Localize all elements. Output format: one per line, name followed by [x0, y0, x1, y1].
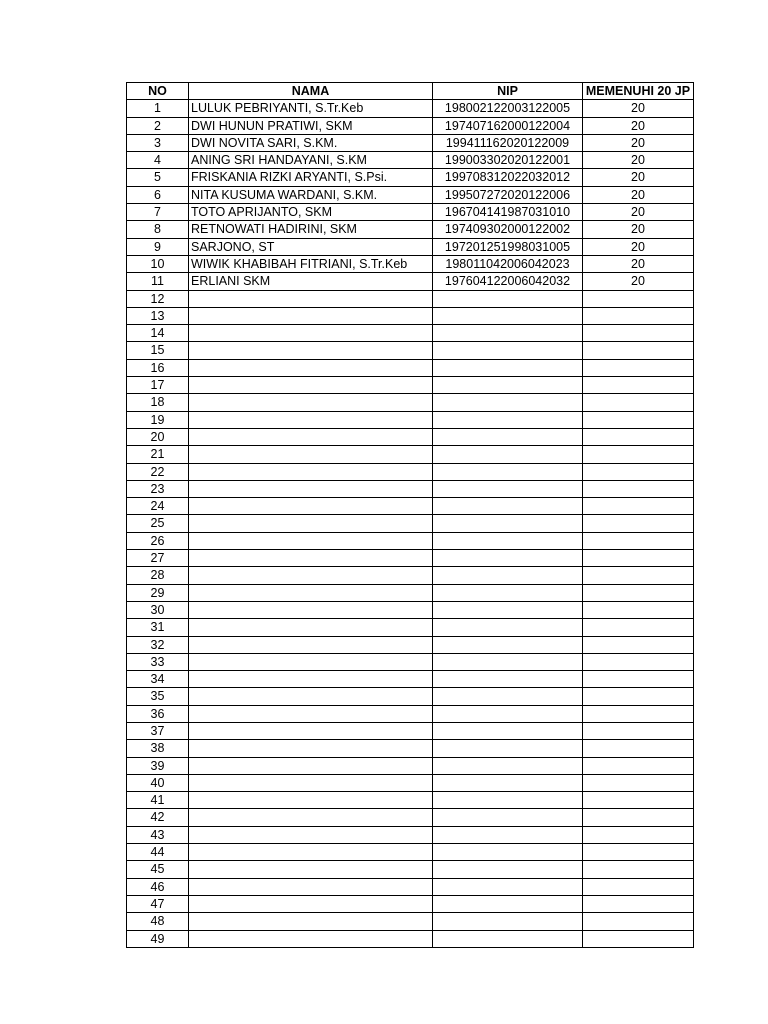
- table-row: [127, 480, 694, 497]
- cell-nip: [433, 290, 583, 307]
- cell-nama: [189, 515, 433, 532]
- cell-nip: [433, 601, 583, 618]
- table-row: [127, 186, 694, 203]
- cell-nip: 197407162000122004: [433, 117, 583, 134]
- cell-no: 43: [127, 826, 189, 843]
- cell-no: 31: [127, 619, 189, 636]
- table-row: [127, 705, 694, 722]
- cell-no: 42: [127, 809, 189, 826]
- cell-nip: [433, 394, 583, 411]
- table-row: [127, 584, 694, 601]
- cell-no: 36: [127, 705, 189, 722]
- cell-no: 20: [127, 428, 189, 445]
- cell-memenuhi-20-jp: [583, 705, 694, 722]
- cell-nama: [189, 653, 433, 670]
- cell-no: 14: [127, 325, 189, 342]
- table-row: [127, 134, 694, 151]
- cell-nip: [433, 792, 583, 809]
- cell-memenuhi-20-jp: 20: [583, 255, 694, 272]
- cell-no: 17: [127, 377, 189, 394]
- cell-nip: [433, 428, 583, 445]
- cell-memenuhi-20-jp: [583, 601, 694, 618]
- cell-memenuhi-20-jp: 20: [583, 169, 694, 186]
- cell-memenuhi-20-jp: [583, 567, 694, 584]
- cell-memenuhi-20-jp: [583, 895, 694, 912]
- cell-nip: [433, 740, 583, 757]
- cell-nama: LULUK PEBRIYANTI, S.Tr.Keb: [189, 100, 433, 117]
- header-memenuhi-20-jp: MEMENUHI 20 JP: [583, 83, 694, 100]
- cell-nama: [189, 913, 433, 930]
- cell-nama: [189, 930, 433, 947]
- cell-nama: [189, 705, 433, 722]
- cell-memenuhi-20-jp: 20: [583, 221, 694, 238]
- cell-memenuhi-20-jp: [583, 653, 694, 670]
- table-row: [127, 411, 694, 428]
- table-row: [127, 601, 694, 618]
- table-row: [127, 342, 694, 359]
- cell-no: 13: [127, 307, 189, 324]
- cell-nama: [189, 463, 433, 480]
- cell-no: 19: [127, 411, 189, 428]
- cell-nama: FRISKANIA RIZKI ARYANTI, S.Psi.: [189, 169, 433, 186]
- cell-nama: [189, 446, 433, 463]
- cell-memenuhi-20-jp: [583, 930, 694, 947]
- cell-nama: [189, 601, 433, 618]
- cell-memenuhi-20-jp: [583, 809, 694, 826]
- cell-nip: 198011042006042023: [433, 255, 583, 272]
- cell-nama: [189, 809, 433, 826]
- cell-nip: [433, 446, 583, 463]
- table-row: [127, 550, 694, 567]
- header-row: [127, 83, 694, 100]
- cell-nip: 199507272020122006: [433, 186, 583, 203]
- cell-nip: 197409302000122002: [433, 221, 583, 238]
- cell-no: 16: [127, 359, 189, 376]
- cell-memenuhi-20-jp: [583, 463, 694, 480]
- cell-nip: [433, 480, 583, 497]
- cell-no: 22: [127, 463, 189, 480]
- cell-memenuhi-20-jp: [583, 359, 694, 376]
- cell-nama: [189, 550, 433, 567]
- cell-nama: [189, 567, 433, 584]
- cell-nama: TOTO APRIJANTO, SKM: [189, 204, 433, 221]
- cell-no: 25: [127, 515, 189, 532]
- table-row: [127, 377, 694, 394]
- cell-nip: [433, 498, 583, 515]
- cell-memenuhi-20-jp: 20: [583, 117, 694, 134]
- cell-memenuhi-20-jp: 20: [583, 186, 694, 203]
- cell-nama: DWI NOVITA SARI, S.KM.: [189, 134, 433, 151]
- table-row: [127, 463, 694, 480]
- cell-nama: [189, 428, 433, 445]
- cell-nama: [189, 671, 433, 688]
- cell-nip: 199411162020122009: [433, 134, 583, 151]
- cell-memenuhi-20-jp: [583, 515, 694, 532]
- cell-memenuhi-20-jp: [583, 342, 694, 359]
- cell-nama: WIWIK KHABIBAH FITRIANI, S.Tr.Keb: [189, 255, 433, 272]
- cell-no: 24: [127, 498, 189, 515]
- table-row: [127, 740, 694, 757]
- cell-nama: [189, 377, 433, 394]
- cell-memenuhi-20-jp: [583, 826, 694, 843]
- cell-nama: ANING SRI HANDAYANI, S.KM: [189, 152, 433, 169]
- cell-memenuhi-20-jp: [583, 861, 694, 878]
- cell-memenuhi-20-jp: [583, 325, 694, 342]
- cell-nama: SARJONO, ST: [189, 238, 433, 255]
- cell-no: 44: [127, 844, 189, 861]
- cell-no: 28: [127, 567, 189, 584]
- cell-nama: [189, 826, 433, 843]
- cell-memenuhi-20-jp: 20: [583, 100, 694, 117]
- cell-nama: [189, 394, 433, 411]
- cell-nip: [433, 636, 583, 653]
- header-nama: NAMA: [189, 83, 433, 100]
- table-row: [127, 255, 694, 272]
- cell-nip: [433, 895, 583, 912]
- table-row: [127, 878, 694, 895]
- cell-no: 7: [127, 204, 189, 221]
- cell-memenuhi-20-jp: [583, 428, 694, 445]
- cell-nip: [433, 342, 583, 359]
- cell-no: 29: [127, 584, 189, 601]
- cell-no: 39: [127, 757, 189, 774]
- cell-memenuhi-20-jp: [583, 498, 694, 515]
- cell-nama: [189, 342, 433, 359]
- cell-memenuhi-20-jp: [583, 532, 694, 549]
- cell-nama: [189, 844, 433, 861]
- cell-nama: [189, 411, 433, 428]
- cell-no: 49: [127, 930, 189, 947]
- table-row: [127, 307, 694, 324]
- cell-memenuhi-20-jp: [583, 550, 694, 567]
- table-header: [127, 83, 694, 100]
- table-row: [127, 325, 694, 342]
- cell-nama: ERLIANI SKM: [189, 273, 433, 290]
- cell-no: 45: [127, 861, 189, 878]
- cell-nip: [433, 878, 583, 895]
- table-row: [127, 809, 694, 826]
- cell-no: 8: [127, 221, 189, 238]
- table-row: [127, 532, 694, 549]
- cell-no: 2: [127, 117, 189, 134]
- header-nip: NIP: [433, 83, 583, 100]
- cell-nip: [433, 653, 583, 670]
- cell-nip: [433, 809, 583, 826]
- cell-nama: [189, 532, 433, 549]
- cell-memenuhi-20-jp: 20: [583, 238, 694, 255]
- cell-no: 6: [127, 186, 189, 203]
- table-row: [127, 359, 694, 376]
- cell-memenuhi-20-jp: 20: [583, 134, 694, 151]
- cell-nama: [189, 498, 433, 515]
- cell-nama: [189, 290, 433, 307]
- cell-memenuhi-20-jp: [583, 394, 694, 411]
- cell-nip: [433, 671, 583, 688]
- cell-nama: [189, 480, 433, 497]
- cell-nip: [433, 377, 583, 394]
- table-row: [127, 100, 694, 117]
- cell-memenuhi-20-jp: [583, 740, 694, 757]
- cell-no: 38: [127, 740, 189, 757]
- cell-memenuhi-20-jp: [583, 844, 694, 861]
- cell-memenuhi-20-jp: [583, 290, 694, 307]
- cell-no: 9: [127, 238, 189, 255]
- cell-nip: [433, 550, 583, 567]
- table-row: [127, 204, 694, 221]
- cell-nip: 199708312022032012: [433, 169, 583, 186]
- cell-memenuhi-20-jp: [583, 913, 694, 930]
- cell-nama: NITA KUSUMA WARDANI, S.KM.: [189, 186, 433, 203]
- cell-no: 15: [127, 342, 189, 359]
- cell-memenuhi-20-jp: [583, 377, 694, 394]
- cell-memenuhi-20-jp: [583, 774, 694, 791]
- cell-nama: [189, 878, 433, 895]
- table-row: [127, 757, 694, 774]
- cell-no: 4: [127, 152, 189, 169]
- cell-no: 35: [127, 688, 189, 705]
- cell-nip: [433, 619, 583, 636]
- table-row: [127, 117, 694, 134]
- cell-memenuhi-20-jp: [583, 307, 694, 324]
- cell-nama: RETNOWATI HADIRINI, SKM: [189, 221, 433, 238]
- cell-no: 3: [127, 134, 189, 151]
- cell-nip: [433, 325, 583, 342]
- cell-nip: 197201251998031005: [433, 238, 583, 255]
- cell-memenuhi-20-jp: [583, 722, 694, 739]
- cell-no: 33: [127, 653, 189, 670]
- cell-nama: [189, 307, 433, 324]
- table-row: [127, 428, 694, 445]
- cell-nip: [433, 359, 583, 376]
- table-row: [127, 861, 694, 878]
- cell-nip: [433, 307, 583, 324]
- cell-no: 40: [127, 774, 189, 791]
- table-row: [127, 895, 694, 912]
- header-no: NO: [127, 83, 189, 100]
- cell-no: 46: [127, 878, 189, 895]
- table-row: [127, 774, 694, 791]
- cell-nip: [433, 463, 583, 480]
- cell-memenuhi-20-jp: [583, 671, 694, 688]
- cell-nama: [189, 636, 433, 653]
- cell-nip: [433, 826, 583, 843]
- table-row: [127, 498, 694, 515]
- cell-memenuhi-20-jp: 20: [583, 152, 694, 169]
- cell-no: 12: [127, 290, 189, 307]
- table-row: [127, 515, 694, 532]
- table-row: [127, 152, 694, 169]
- cell-memenuhi-20-jp: 20: [583, 204, 694, 221]
- cell-nip: 196704141987031010: [433, 204, 583, 221]
- cell-nama: [189, 757, 433, 774]
- cell-memenuhi-20-jp: [583, 619, 694, 636]
- table-row: [127, 221, 694, 238]
- table-row: [127, 636, 694, 653]
- table-row: [127, 238, 694, 255]
- cell-no: 37: [127, 722, 189, 739]
- cell-no: 27: [127, 550, 189, 567]
- cell-nip: [433, 844, 583, 861]
- cell-no: 1: [127, 100, 189, 117]
- cell-nama: [189, 688, 433, 705]
- table-row: [127, 826, 694, 843]
- table-row: [127, 792, 694, 809]
- cell-nip: [433, 515, 583, 532]
- cell-nip: 199003302020122001: [433, 152, 583, 169]
- cell-no: 32: [127, 636, 189, 653]
- cell-nip: [433, 567, 583, 584]
- cell-memenuhi-20-jp: 20: [583, 273, 694, 290]
- cell-nama: [189, 325, 433, 342]
- cell-no: 48: [127, 913, 189, 930]
- cell-nama: [189, 861, 433, 878]
- cell-no: 34: [127, 671, 189, 688]
- cell-nama: [189, 584, 433, 601]
- table-row: [127, 844, 694, 861]
- table-row: [127, 394, 694, 411]
- cell-no: 18: [127, 394, 189, 411]
- cell-no: 11: [127, 273, 189, 290]
- cell-memenuhi-20-jp: [583, 446, 694, 463]
- cell-nama: [189, 619, 433, 636]
- table-row: [127, 169, 694, 186]
- cell-nip: 198002122003122005: [433, 100, 583, 117]
- table-row: [127, 688, 694, 705]
- cell-memenuhi-20-jp: [583, 636, 694, 653]
- table-row: [127, 722, 694, 739]
- table-row: [127, 671, 694, 688]
- cell-memenuhi-20-jp: [583, 411, 694, 428]
- table-row: [127, 653, 694, 670]
- cell-memenuhi-20-jp: [583, 480, 694, 497]
- table-row: [127, 567, 694, 584]
- cell-nip: [433, 913, 583, 930]
- table-row: [127, 619, 694, 636]
- cell-nip: 197604122006042032: [433, 273, 583, 290]
- cell-memenuhi-20-jp: [583, 792, 694, 809]
- table-row: [127, 913, 694, 930]
- cell-nip: [433, 774, 583, 791]
- cell-nama: [189, 359, 433, 376]
- cell-memenuhi-20-jp: [583, 584, 694, 601]
- cell-no: 10: [127, 255, 189, 272]
- cell-nip: [433, 584, 583, 601]
- cell-no: 30: [127, 601, 189, 618]
- table-body: [127, 100, 694, 948]
- cell-nama: DWI HUNUN PRATIWI, SKM: [189, 117, 433, 134]
- cell-nip: [433, 930, 583, 947]
- cell-no: 41: [127, 792, 189, 809]
- cell-nama: [189, 774, 433, 791]
- cell-memenuhi-20-jp: [583, 878, 694, 895]
- cell-nip: [433, 757, 583, 774]
- cell-nip: [433, 532, 583, 549]
- table-row: [127, 446, 694, 463]
- cell-nama: [189, 722, 433, 739]
- cell-no: 21: [127, 446, 189, 463]
- cell-memenuhi-20-jp: [583, 688, 694, 705]
- participant-table: [126, 82, 694, 948]
- table-row: [127, 273, 694, 290]
- cell-no: 47: [127, 895, 189, 912]
- cell-no: 26: [127, 532, 189, 549]
- cell-nip: [433, 861, 583, 878]
- cell-no: 23: [127, 480, 189, 497]
- cell-nama: [189, 740, 433, 757]
- cell-nip: [433, 705, 583, 722]
- table-row: [127, 930, 694, 947]
- cell-nip: [433, 411, 583, 428]
- cell-nama: [189, 792, 433, 809]
- cell-no: 5: [127, 169, 189, 186]
- cell-memenuhi-20-jp: [583, 757, 694, 774]
- table-row: [127, 290, 694, 307]
- cell-nip: [433, 688, 583, 705]
- cell-nama: [189, 895, 433, 912]
- cell-nip: [433, 722, 583, 739]
